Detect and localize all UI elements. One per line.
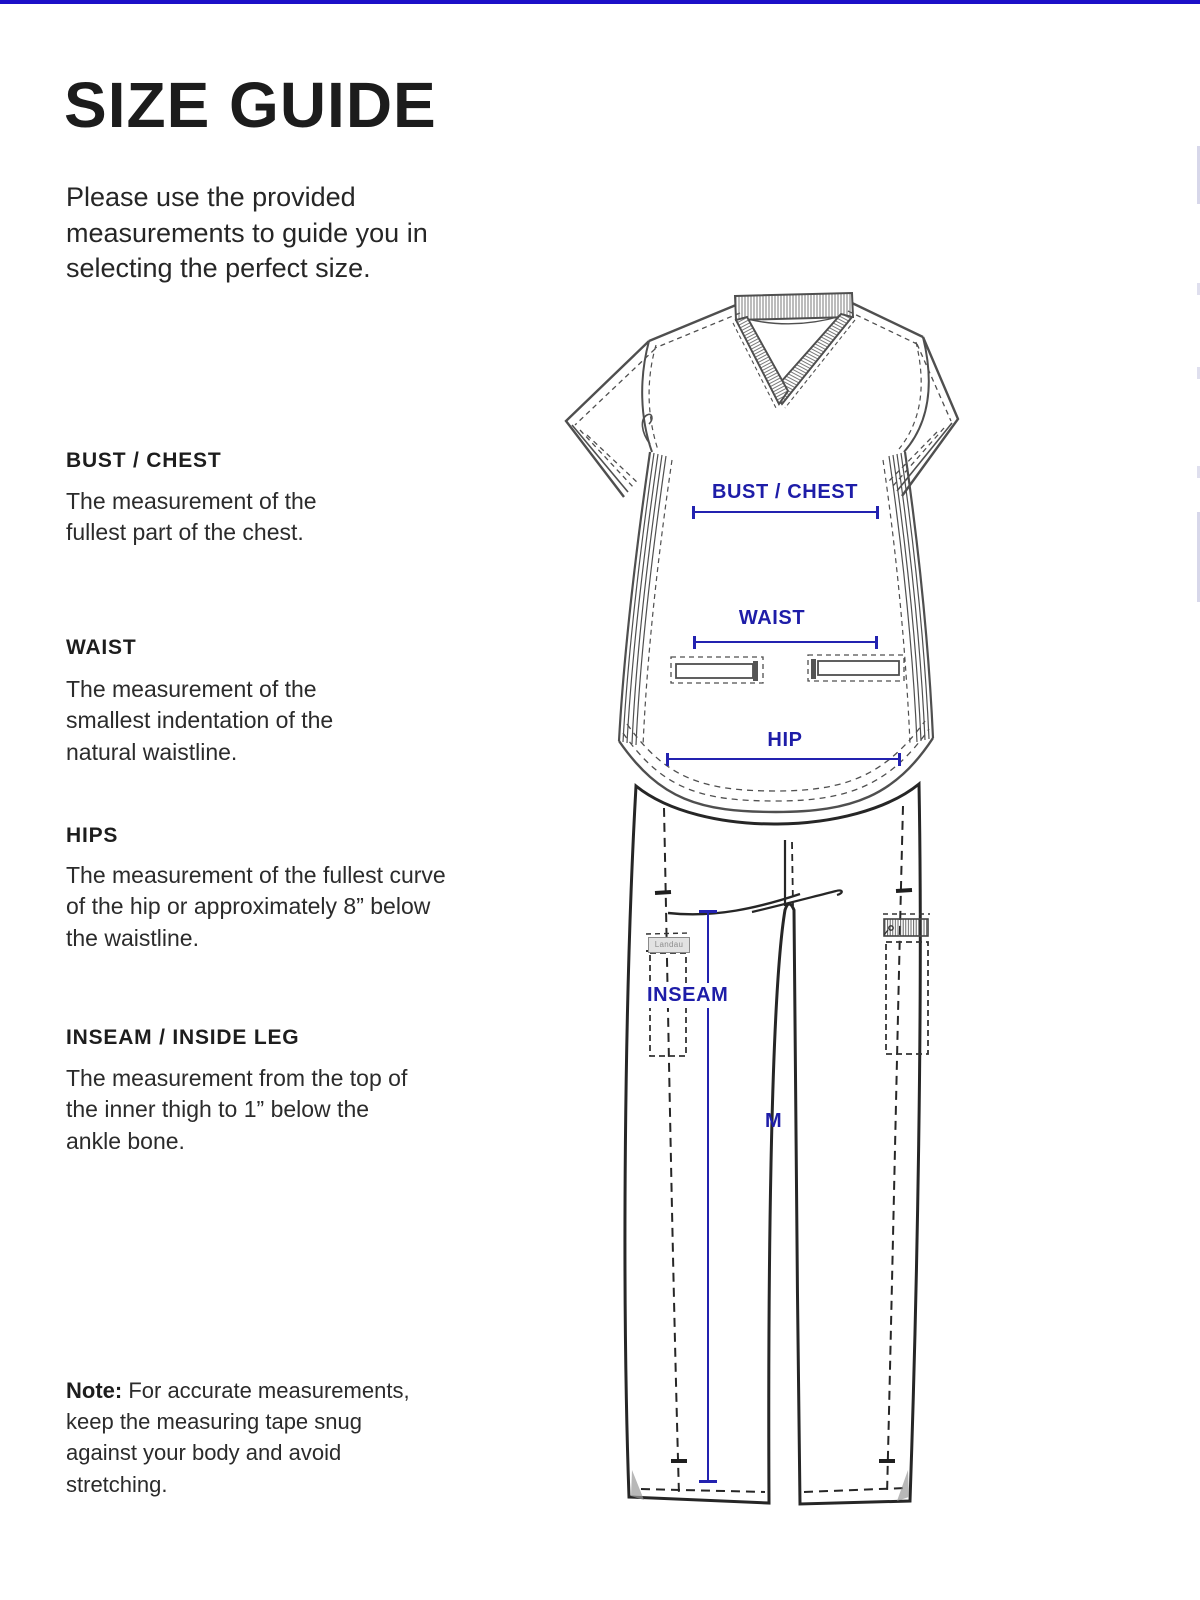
hip-measure-line: [667, 758, 900, 760]
inseam-line-bottom-cap: [699, 1480, 717, 1483]
inseam-line-top-cap: [699, 910, 717, 913]
section-body-waist: The measurement of the smallest indentation of the natural waistline.: [66, 676, 334, 765]
note-label: Note:: [66, 1378, 123, 1403]
page-title: SIZE GUIDE: [64, 69, 437, 141]
section-heading-inseam: INSEAM / INSIDE LEG: [66, 1026, 300, 1049]
section-heading-bust: BUST / CHEST: [66, 449, 222, 472]
waist-measure-line: [694, 641, 877, 643]
section-body-bust: The measurement of the fullest part of the chest.: [66, 488, 317, 546]
waist-measure-label: WAIST: [738, 607, 806, 629]
bust-line-left-cap: [692, 506, 695, 519]
garment-diagram: [530, 270, 1000, 1540]
top-accent-border: [0, 0, 1200, 4]
bust-measure-label: BUST / CHEST: [711, 481, 859, 503]
hip-line-left-cap: [666, 753, 669, 766]
section-body-inseam: The measurement from the top of the inner thigh to 1” below the ankle bone.: [66, 1065, 408, 1154]
section-heading-waist: WAIST: [66, 636, 137, 659]
bust-line-right-cap: [876, 506, 879, 519]
size-letter-label: M: [765, 1110, 783, 1132]
inseam-measure-label: INSEAM: [644, 983, 731, 1008]
hip-line-right-cap: [898, 753, 901, 766]
note-text: [66, 1375, 428, 1500]
section-body-hips: The measurement of the fullest curve of the hip or approximately 8” below the waistline.: [66, 862, 446, 951]
waist-line-left-cap: [693, 636, 696, 649]
hip-measure-label: HIP: [767, 729, 803, 751]
note-body: For accurate measurements, keep the measuring tape snug against your body and avoid stretching.: [66, 1378, 410, 1497]
pocket-brand-tag: Landau: [648, 937, 690, 953]
section-heading-hips: HIPS: [66, 824, 119, 847]
intro-text: Please use the provided measurements to guide you in selecting the perfect size.: [66, 182, 428, 284]
scrub-pants-drawing: [625, 784, 930, 1504]
bust-measure-line: [693, 511, 878, 513]
waist-line-right-cap: [875, 636, 878, 649]
